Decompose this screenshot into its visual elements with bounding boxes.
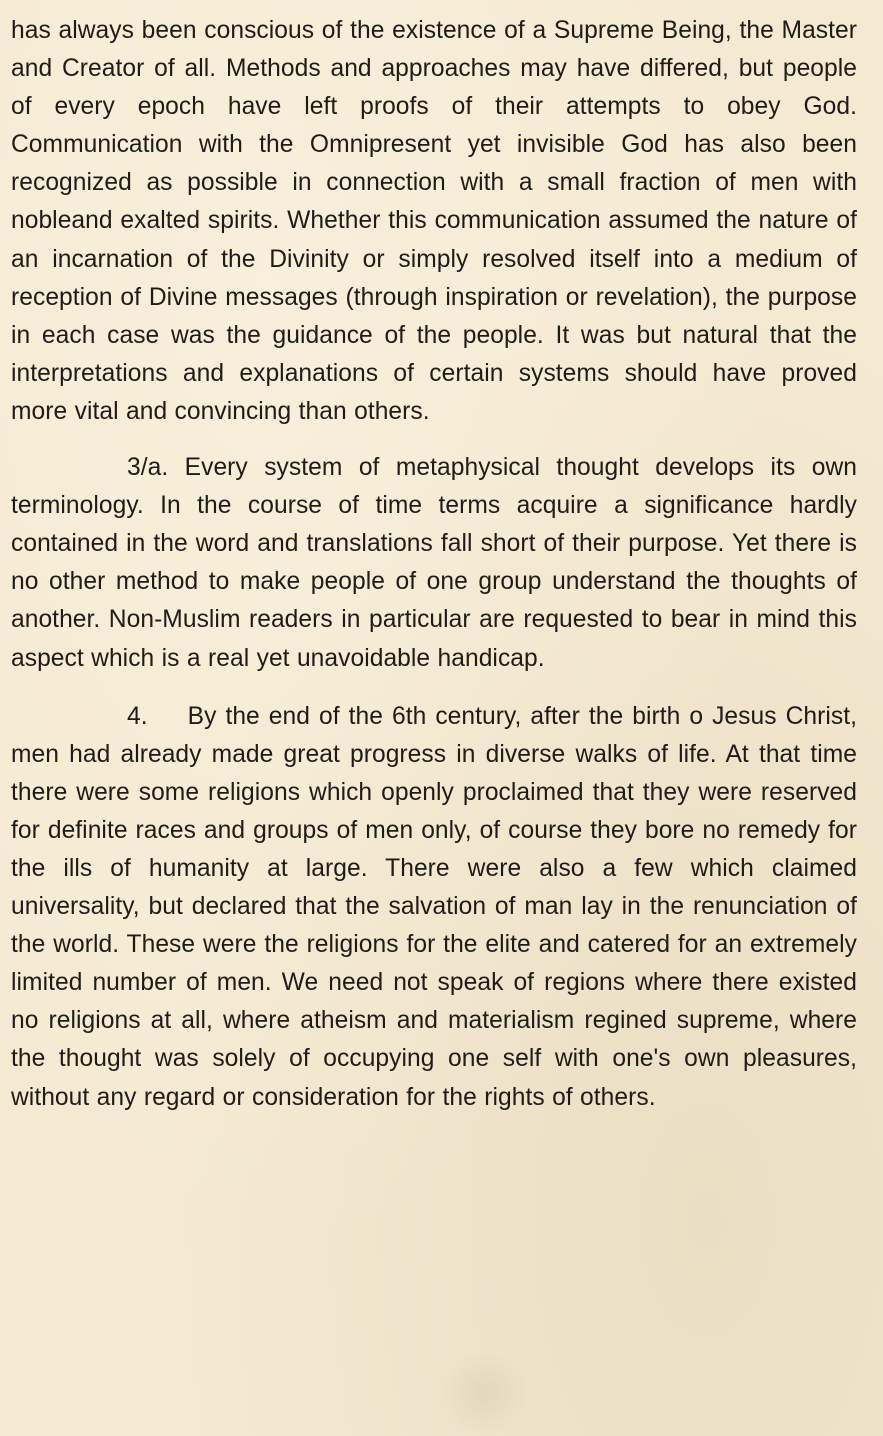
paragraph-1: has always been conscious of the existence of a Supreme Being, the Master and Creator of all. Methods and approaches may have differed, but people of every epoch have left proofs of their attempts to obey God. Communication with the Omnipresent yet invisible God has also been recognized as possible in connection with a small fraction of men with nobleand exalted spirits. Whether this communication assumed the nature of an incarnation of the Divinity or simply resolved itself into a medium of reception of Divine messages (through inspiration or revelation), the purpose in each case was the guidance of the people. It was but natural that the interpretations and explanations of certain systems should have proved more vital and convincing than others. bbox=[11, 17, 857, 425]
paragraph-4 bbox=[11, 698, 857, 1117]
paragraph-3a: 3/a. Every system of metaphysical thought develops its own terminology. In the course of time terms acquire a significance hardly contained in the word and translations fall short of their purpose. Yet there is no other method to make people of one group understand the thoughts of another. Non-Muslim readers in particular are requested to bear in mind this aspect which is a real yet unavoidable handicap. bbox=[11, 454, 857, 672]
paragraph-4-text: By the end of the 6th century, after the birth o Jesus Christ, men had already made great progress in diverse walks of life. At that time there were some religions which openly proclaimed that they were reserved for definite races and groups of men only, of course they bore no remedy for the ills of humanity at large. There were also a few which claimed universality, but declared that the salvation of man lay in the renunciation of the world. These were the religions for the elite and catered for an extremely limited number of men. We need not speak of regions where there existed no religions at all, where atheism and materialism regined supreme, where the thought was solely of occupying one self with one's own pleasures, without any regard or consideration for the rights of others. bbox=[11, 702, 857, 1111]
paragraph-4-number: 4. bbox=[127, 702, 148, 730]
paper-bleed-through bbox=[440, 1350, 530, 1436]
